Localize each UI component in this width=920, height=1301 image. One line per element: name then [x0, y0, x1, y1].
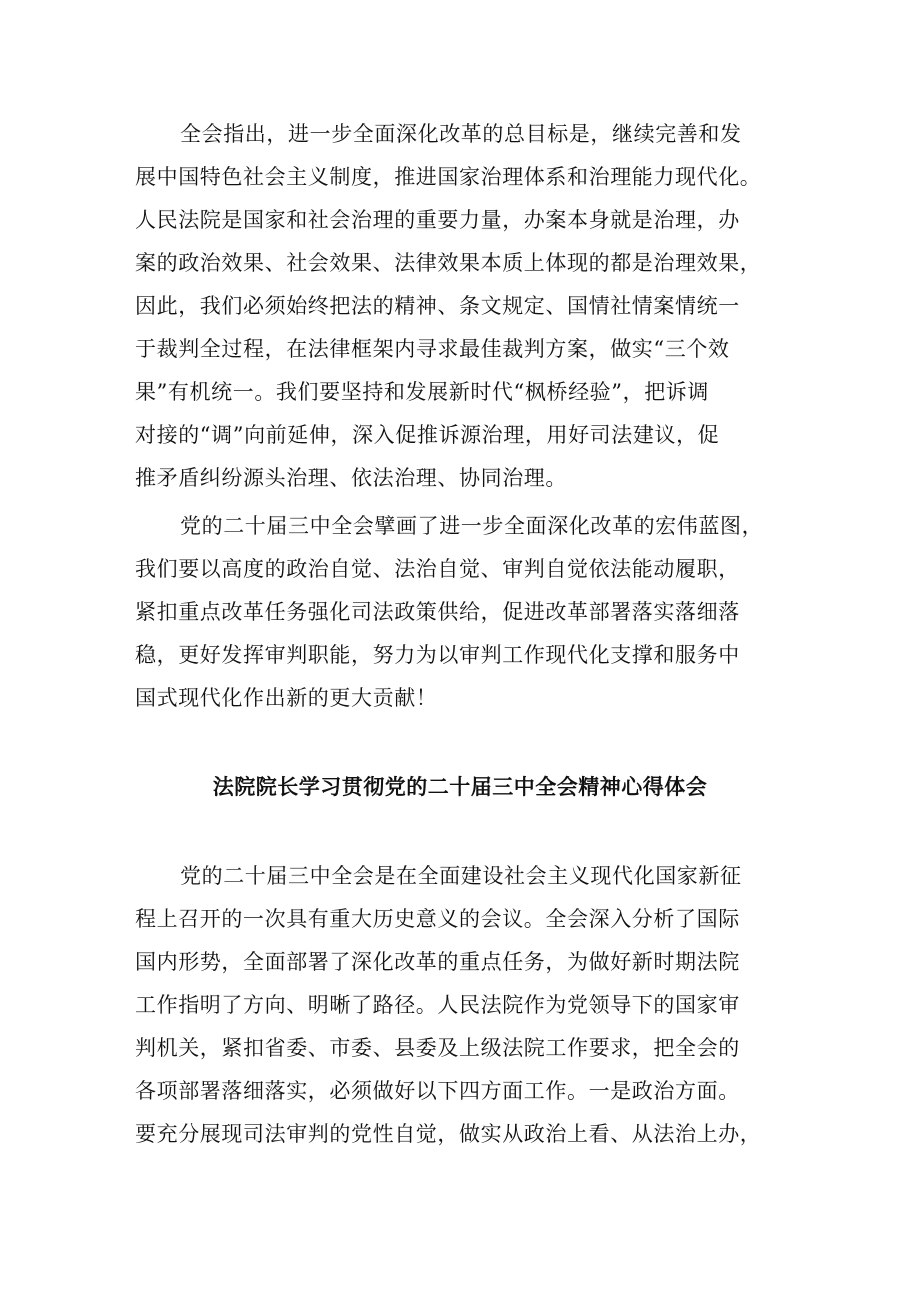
paragraph-line: 党的二十届三中全会擘画了进一步全面深化改革的宏伟蓝图，: [180, 514, 764, 538]
paragraph-line: 各项部署落细落实，必须做好以下四方面工作。一是政治方面。: [135, 1079, 740, 1103]
paragraph-line: 展中国特色社会主义制度，推进国家治理体系和治理能力现代化。: [135, 165, 762, 189]
paragraph-line: 全会指出，进一步全面深化改革的总目标是，继续完善和发: [180, 122, 742, 146]
section-title: 法院院长学习贯彻党的二十届三中全会精神心得体会: [212, 775, 708, 799]
paragraph-line: 对接的“调”向前延伸，深入促推诉源治理，用好司法建议，促: [135, 423, 720, 447]
paragraph-line: 于裁判全过程，在法律框架内寻求最佳裁判方案，做实“三个效: [135, 337, 730, 361]
paragraph-line: 案的政治效果、社会效果、法律效果本质上体现的都是治理效果，: [135, 251, 762, 275]
paragraph-line: 推矛盾纠纷源头治理、依法治理、协同治理。: [135, 466, 567, 490]
paragraph-line: 程上召开的一次具有重大历史意义的会议。全会深入分析了国际: [135, 907, 740, 931]
paragraph-line: 人民法院是国家和社会治理的重要力量，办案本身就是治理，办: [135, 208, 740, 232]
paragraph-line: 果”有机统一。我们要坚持和发展新时代“枫桥经验”，把诉调: [135, 380, 710, 404]
paragraph-line: 稳，更好发挥审判职能，努力为以审判工作现代化支撑和服务中: [135, 643, 740, 667]
paragraph-line: 国式现代化作出新的更大贡献！: [135, 686, 438, 710]
paragraph-line: 党的二十届三中全会是在全面建设社会主义现代化国家新征: [180, 864, 742, 888]
paragraph-line: 工作指明了方向、明晰了路径。人民法院作为党领导下的国家审: [135, 993, 740, 1017]
paragraph-line: 因此，我们必须始终把法的精神、条文规定、国情社情案情统一: [135, 294, 740, 318]
paragraph-line: 紧扣重点改革任务强化司法政策供给，促进改革部署落实落细落: [135, 600, 740, 624]
paragraph-line: 我们要以高度的政治自觉、法治自觉、审判自觉依法能动履职，: [135, 557, 740, 581]
paragraph-line: 判机关，紧扣省委、市委、县委及上级法院工作要求，把全会的: [135, 1036, 740, 1060]
paragraph-line: 要充分展现司法审判的党性自觉，做实从政治上看、从法治上办，: [135, 1122, 762, 1146]
paragraph-line: 国内形势，全面部署了深化改革的重点任务，为做好新时期法院: [135, 950, 740, 974]
